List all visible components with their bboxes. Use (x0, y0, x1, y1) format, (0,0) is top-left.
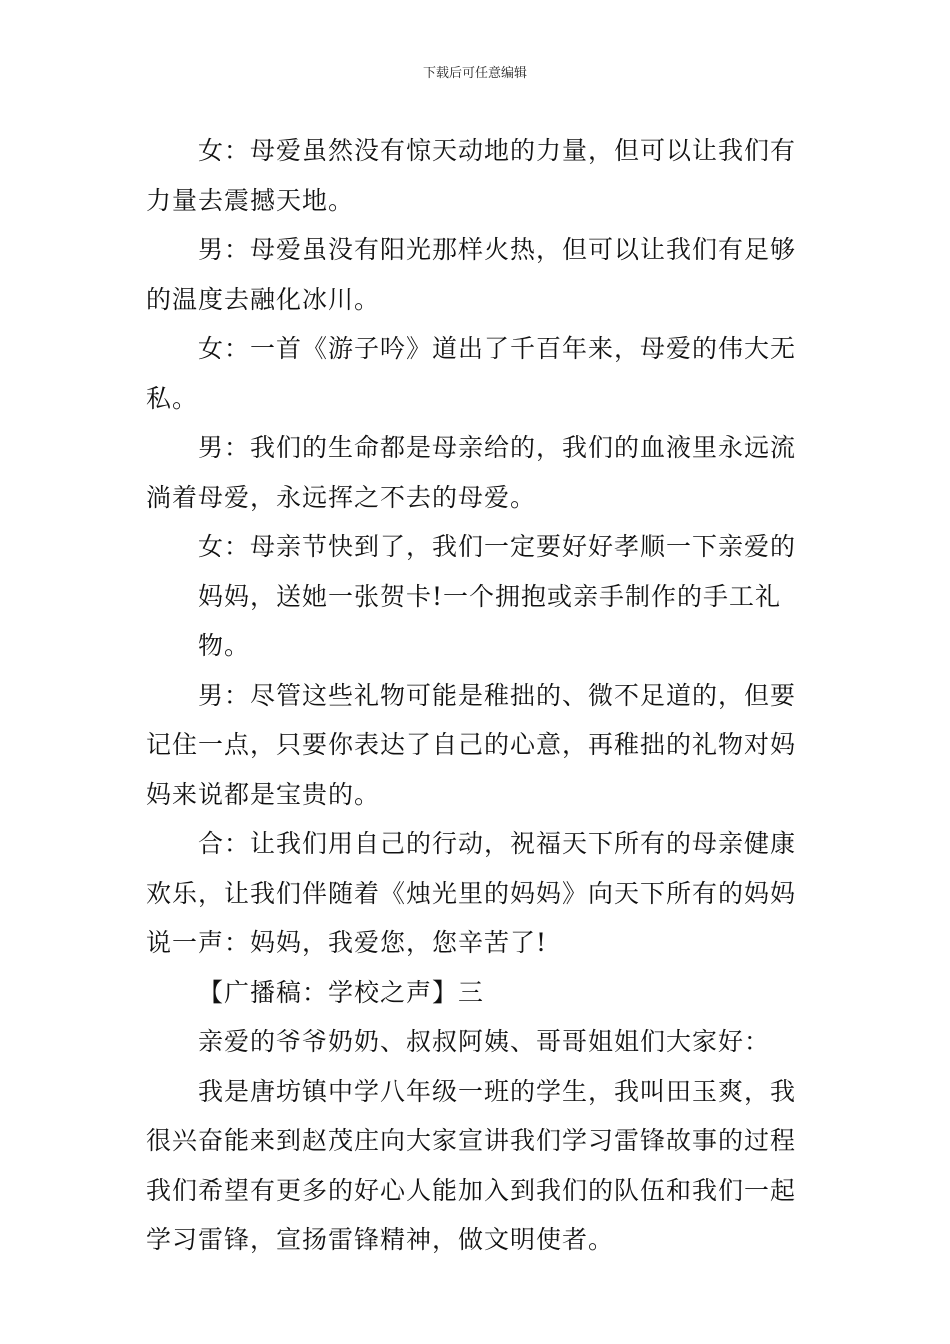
paragraph: 亲爱的爷爷奶奶、叔叔阿姨、哥哥姐姐们大家好： (198, 1027, 771, 1056)
page-header: 下载后可任意编辑 (422, 66, 527, 81)
document-body (146, 126, 810, 1265)
paragraph: 男：母爱虽没有阳光那样火热，但可以让我们有足够的温度去融化冰川。 (146, 235, 797, 314)
paragraph: 合：让我们用自己的行动，祝福天下所有的母亲健康欢乐，让我们伴随着《烛光里的妈妈》向天下所有的妈妈说一声：妈妈，我爱您，您辛苦了! (146, 829, 797, 957)
paragraph: 我是唐坊镇中学八年级一班的学生，我叫田玉爽，我很兴奋能来到赵茂庄向大家宣讲我们学习雷锋故事的过程我们希望有更多的好心人能加入到我们的队伍和我们一起学习雷锋，宣扬雷锋精神，做文明使者。 (146, 1076, 797, 1254)
paragraph: 女：一首《游子吟》道出了千百年来，母爱的伟大无私。 (146, 334, 797, 413)
paragraph: 女：母爱虽然没有惊天动地的力量，但可以让我们有力量去震撼天地。 (146, 136, 797, 215)
paragraph: 妈妈，送她一张贺卡!一个拥抱或亲手制作的手工礼物。 (198, 581, 782, 660)
paragraph: 男：尽管这些礼物可能是稚拙的、微不足道的，但要记住一点，只要你表达了自己的心意，再稚拙的礼物对妈妈来说都是宝贵的。 (146, 680, 797, 809)
section-heading: 【广播稿：学校之声】三 (198, 977, 485, 1007)
paragraph: 女：母亲节快到了，我们一定要好好孝顺一下亲爱的 (198, 532, 797, 561)
paragraph: 男：我们的生命都是母亲给的，我们的血液里永远流淌着母爱，永远挥之不去的母爱。 (146, 433, 797, 512)
